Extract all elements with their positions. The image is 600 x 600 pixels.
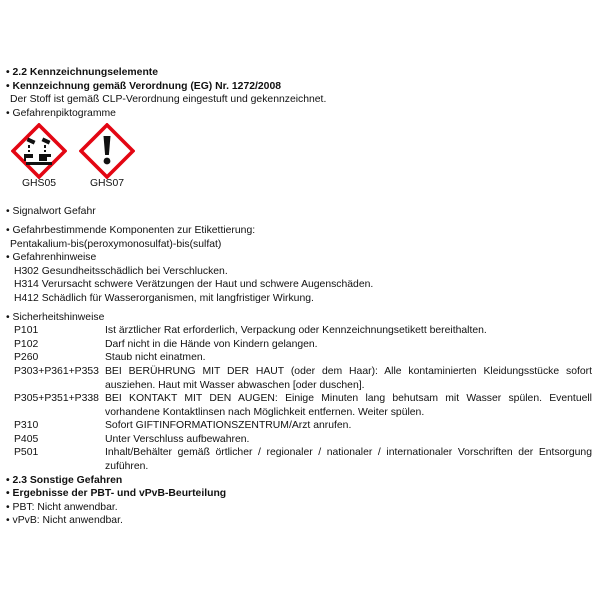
signal-word: • Signalwort Gefahr — [6, 206, 96, 218]
section-2-3-heading: • 2.3 Sonstige Gefahren — [6, 474, 123, 486]
exclamation-mark-icon — [79, 123, 135, 179]
precaution-text: Inhalt/Behälter gemäß örtlicher / regionaler / nationaler / internationaler Vorschriften der Entsorgung zuführen. — [105, 447, 592, 473]
hazard-statement: H314 Verursacht schwere Verätzungen der Haut und schwere Augenschäden. — [14, 279, 374, 291]
precaution-row — [6, 419, 596, 433]
precaution-code: P260 — [14, 352, 39, 364]
components-heading: • Gefahrbestimmende Komponenten zur Etikettierung: — [6, 224, 256, 236]
precaution-code: P303+P361+P353 — [14, 365, 99, 377]
pictogram-code: GHS05 — [21, 178, 57, 190]
precaution-code: P310 — [14, 420, 39, 432]
precaution-code: P405 — [14, 433, 39, 445]
precaution-text: Staub nicht einatmen. — [105, 352, 206, 364]
precaution-row — [6, 324, 596, 338]
precaution-code: P102 — [14, 338, 39, 350]
precaution-row — [6, 338, 596, 352]
pbt-result: • PBT: Nicht anwendbar. — [6, 501, 118, 513]
corrosion-icon — [11, 123, 67, 179]
precaution-code: P501 — [14, 447, 39, 459]
clp-regulation-heading: • Kennzeichnung gemäß Verordnung (EG) Nr. 1272/2008 — [6, 80, 282, 92]
precaution-text: Ist ärztlicher Rat erforderlich, Verpackung oder Kennzeichnungsetikett bereithalten. — [105, 325, 487, 337]
sds-section-2 — [6, 66, 596, 528]
precaution-row — [6, 446, 596, 473]
precaution-row — [6, 392, 596, 419]
vpvb-result: • vPvB: Nicht anwendbar. — [6, 515, 123, 527]
components-value: Pentakalium-bis(peroxymonosulfat)-bis(sulfat) — [10, 238, 222, 250]
pictogram-ghs05 — [9, 123, 69, 191]
hazard-statement: H302 Gesundheitsschädlich bei Verschlucken. — [14, 265, 228, 277]
precaution-code: P101 — [14, 325, 39, 337]
section-2-2-heading: • 2.2 Kennzeichnungselemente — [6, 67, 159, 78]
precaution-text: Darf nicht in die Hände von Kindern gelangen. — [105, 338, 318, 350]
pictogram-row — [9, 123, 596, 191]
pictogram-ghs07 — [77, 123, 137, 191]
pbt-assessment-heading: • Ergebnisse der PBT- und vPvB-Beurteilung — [6, 488, 227, 500]
precaution-row — [6, 351, 596, 365]
precaution-row — [6, 433, 596, 447]
precaution-text: Sofort GIFTINFORMATIONSZENTRUM/Arzt anrufen. — [105, 420, 352, 432]
precaution-text: BEI KONTAKT MIT DEN AUGEN: Einige Minuten lang behutsam mit Wasser spülen. Eventuell vorhandene Kontaktlinsen nach Möglichkeit entfernen. Weiter spülen. — [105, 393, 592, 418]
precaution-text: Unter Verschluss aufbewahren. — [105, 433, 250, 445]
pictogram-code: GHS07 — [89, 178, 125, 190]
precaution-text: BEI BERÜHRUNG MIT DER HAUT (oder dem Haar): Alle kontaminierten Kleidungsstücke sofort ausziehen. Haut mit Wasser abwaschen [oder duschen]. — [105, 365, 592, 391]
pictograms-heading: • Gefahrenpiktogramme — [6, 107, 116, 119]
classification-statement: Der Stoff ist gemäß CLP-Verordnung eingestuft und gekennzeichnet. — [10, 94, 327, 106]
precaution-row — [6, 365, 596, 392]
hazard-statement: H412 Schädlich für Wasserorganismen, mit langfristiger Wirkung. — [14, 292, 314, 304]
precaution-code: P305+P351+P338 — [14, 393, 99, 405]
hazard-statements-heading: • Gefahrenhinweise — [6, 252, 97, 264]
precautionary-statements-heading: • Sicherheitshinweise — [6, 311, 105, 323]
